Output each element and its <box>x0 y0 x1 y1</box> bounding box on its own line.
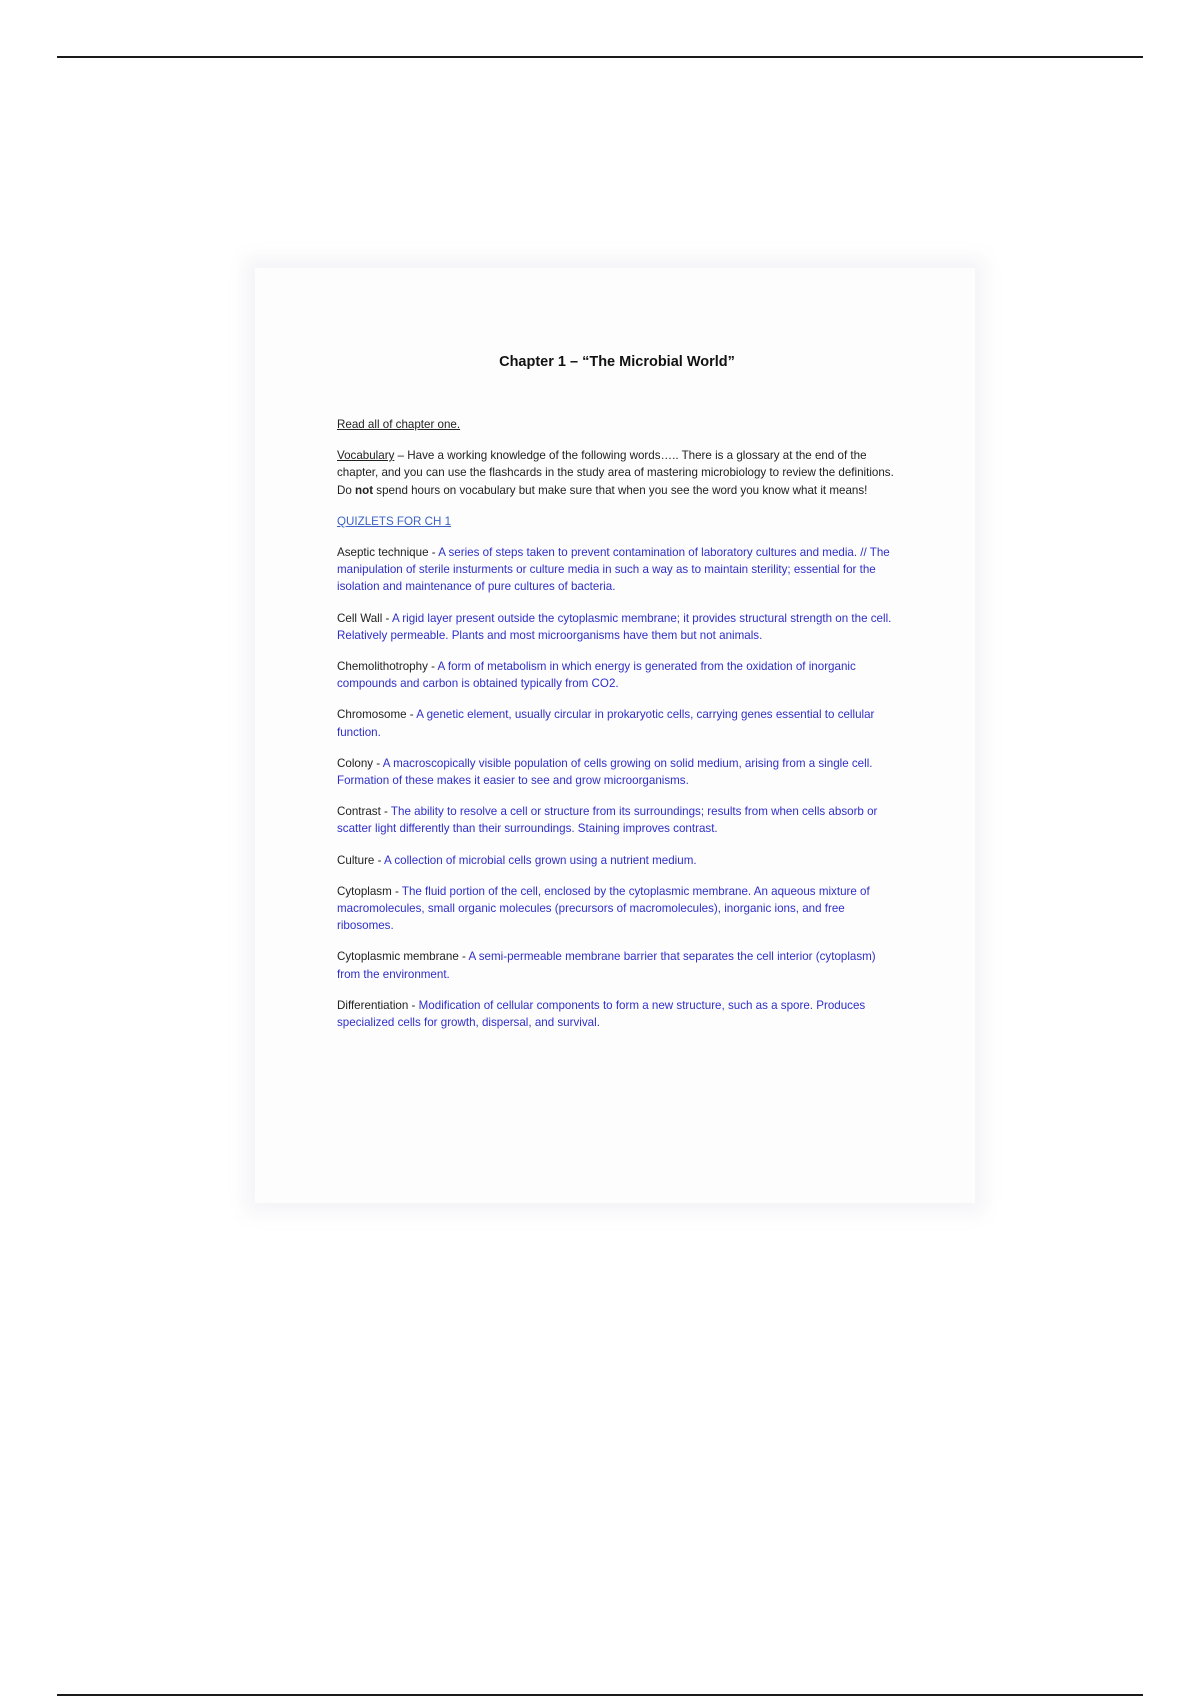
entry-term: Cytoplasm - <box>337 884 402 898</box>
glossary-entry-cytoplasmic-membrane <box>337 948 897 982</box>
glossary-entry-culture <box>337 852 897 869</box>
entry-term: Culture - <box>337 853 385 867</box>
entry-definition: A collection of microbial cells grown using a nutrient medium. <box>384 853 697 867</box>
glossary-entry-chemolithotrophy <box>337 658 897 692</box>
entry-term: Aseptic technique - <box>337 546 439 560</box>
glossary-list <box>337 544 897 1031</box>
entry-definition: A genetic element, usually circular in prokaryotic cells, carrying genes essential to cellular function. <box>337 708 875 739</box>
entry-definition: A semi-permeable membrane barrier that separates the cell interior (cytoplasm) from the environment. <box>337 950 876 981</box>
document-content <box>337 352 897 1045</box>
glossary-entry-cell-wall <box>337 610 897 644</box>
vocabulary-text-1: – Have a working knowledge of the following words….. There is a glossary at the end of the chapter, and you can use the flashcards in the study area of mastering microbiology to review the definitions. Do <box>337 449 894 497</box>
glossary-entry-chromosome <box>337 706 897 740</box>
vocabulary-bold-not: not <box>355 483 374 497</box>
entry-definition: The ability to resolve a cell or structure from its surroundings; results from when cells absorb or scatter light differently than their surroundings. Staining improves contrast. <box>337 805 878 836</box>
entry-term: Chromosome - <box>337 708 417 722</box>
vocabulary-label: Vocabulary <box>337 449 395 463</box>
quizlets-link[interactable]: QUIZLETS FOR CH 1 <box>337 514 452 528</box>
page-title: Chapter 1 – “The Microbial World” <box>499 354 735 370</box>
entry-term: Cytoplasmic membrane - <box>337 950 469 964</box>
entry-definition: A series of steps taken to prevent contamination of laboratory cultures and media. // The manipulation of sterile insturments or culture media in such a way as to maintain sterility; essential for the isolation and maintenance of pure cultures of bacteria. <box>337 546 890 594</box>
entry-definition: A macroscopically visible population of cells growing on solid medium, arising from a single cell. Formation of these makes it easier to see and grow microorganisms. <box>337 756 873 788</box>
entry-term: Chemolithotrophy - <box>337 660 438 674</box>
entry-definition: The fluid portion of the cell, enclosed by the cytoplasmic membrane. An aqueous mixture of macromolecules, small organic molecules (precursors of macromolecules), inorganic ions, and free ribosomes. <box>337 884 870 933</box>
read-instruction: Read all of chapter one. <box>337 418 461 431</box>
entry-term: Contrast - <box>337 805 391 819</box>
entry-definition: A form of metabolism in which energy is generated from the oxidation of inorganic compounds and carbon is obtained typically from CO2. <box>337 660 856 691</box>
entry-term: Colony - <box>337 756 383 770</box>
glossary-entry-contrast <box>337 803 897 837</box>
entry-term: Differentiation - <box>337 998 419 1012</box>
glossary-entry-colony <box>337 755 897 789</box>
glossary-entry-cytoplasm <box>337 883 897 935</box>
glossary-entry-differentiation <box>337 997 897 1031</box>
vocabulary-text-2: spend hours on vocabulary but make sure that when you see the word you know what it means! <box>373 483 868 497</box>
entry-definition: Modification of cellular components to form a new structure, such as a spore. Produces specialized cells for growth, dispersal, and survival. <box>337 998 866 1030</box>
bottom-divider <box>57 1694 1143 1696</box>
entry-definition: A rigid layer present outside the cytoplasmic membrane; it provides structural strength on the cell. Relatively permeable. Plants and most microorganisms have them but not animals. <box>337 611 892 642</box>
glossary-entry-aseptic-technique <box>337 544 897 596</box>
entry-term: Cell Wall - <box>337 611 392 625</box>
vocabulary-paragraph <box>337 447 897 499</box>
top-divider <box>57 56 1143 58</box>
